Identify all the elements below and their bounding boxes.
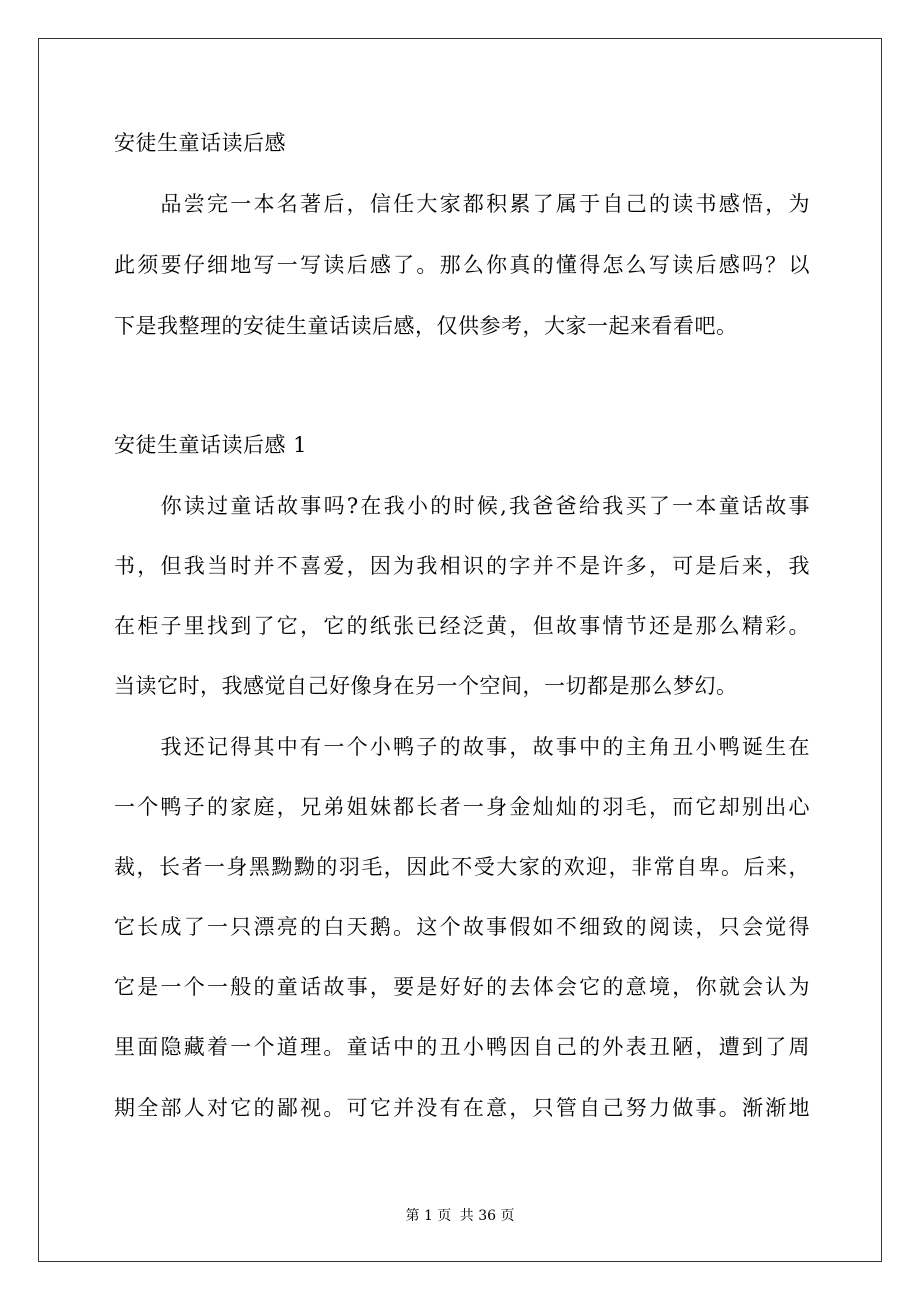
page-total: 共 36 页 [459,1208,515,1224]
body-line-4: 当读它时，我感觉自己好像身在另一个空间，一切都是那么梦幻。 [114,674,738,698]
intro-line-3: 下是我整理的安徒生童话读后感，仅供参考，大家一起来看看吧。 [114,314,738,338]
document-title: 安徒生童话读后感 [114,131,286,155]
body-line-9: 它是一个一般的童话故事，要是好好的去体会它的意境，你就会认为 [114,975,810,999]
body-line-2: 书，但我当时并不喜爱，因为我相识的字并不是许多，可是后来，我 [114,554,810,578]
body-line-11: 期全部人对它的鄙视。可它并没有在意，只管自己努力做事。渐渐地 [114,1096,810,1120]
page-footer [0,1206,920,1226]
body-line-7: 裁，长者一身黑黝黝的羽毛，因此不受大家的欢迎，非常自卑。后来， [114,855,810,879]
body-line-6: 一个鸭子的家庭，兄弟姐妹都长者一身金灿灿的羽毛，而它却别出心 [114,795,810,819]
intro-line-1: 品尝完一本名著后，信任大家都积累了属于自己的读书感悟，为 [114,192,810,216]
body-line-8: 它长成了一只漂亮的白天鹅。这个故事假如不细致的阅读，只会觉得 [114,915,810,939]
body-line-5: 我还记得其中有一个小鸭子的故事，故事中的主角丑小鸭诞生在 [114,735,810,759]
page-border [38,38,882,1262]
intro-line-2: 此须要仔细地写一写读后感了。那么你真的懂得怎么写读后感吗？以 [114,253,810,277]
page-number: 第 1 页 [405,1208,452,1224]
body-line-1: 你读过童话故事吗?在我小的时候,我爸爸给我买了一本童话故事 [114,494,810,518]
body-line-10: 里面隐藏着一个道理。童话中的丑小鸭因自己的外表丑陋，遭到了周 [114,1035,810,1059]
body-line-3: 在柜子里找到了它，它的纸张已经泛黄，但故事情节还是那么精彩。 [114,614,810,638]
section-title: 安徒生童话读后感 1 [114,433,308,457]
